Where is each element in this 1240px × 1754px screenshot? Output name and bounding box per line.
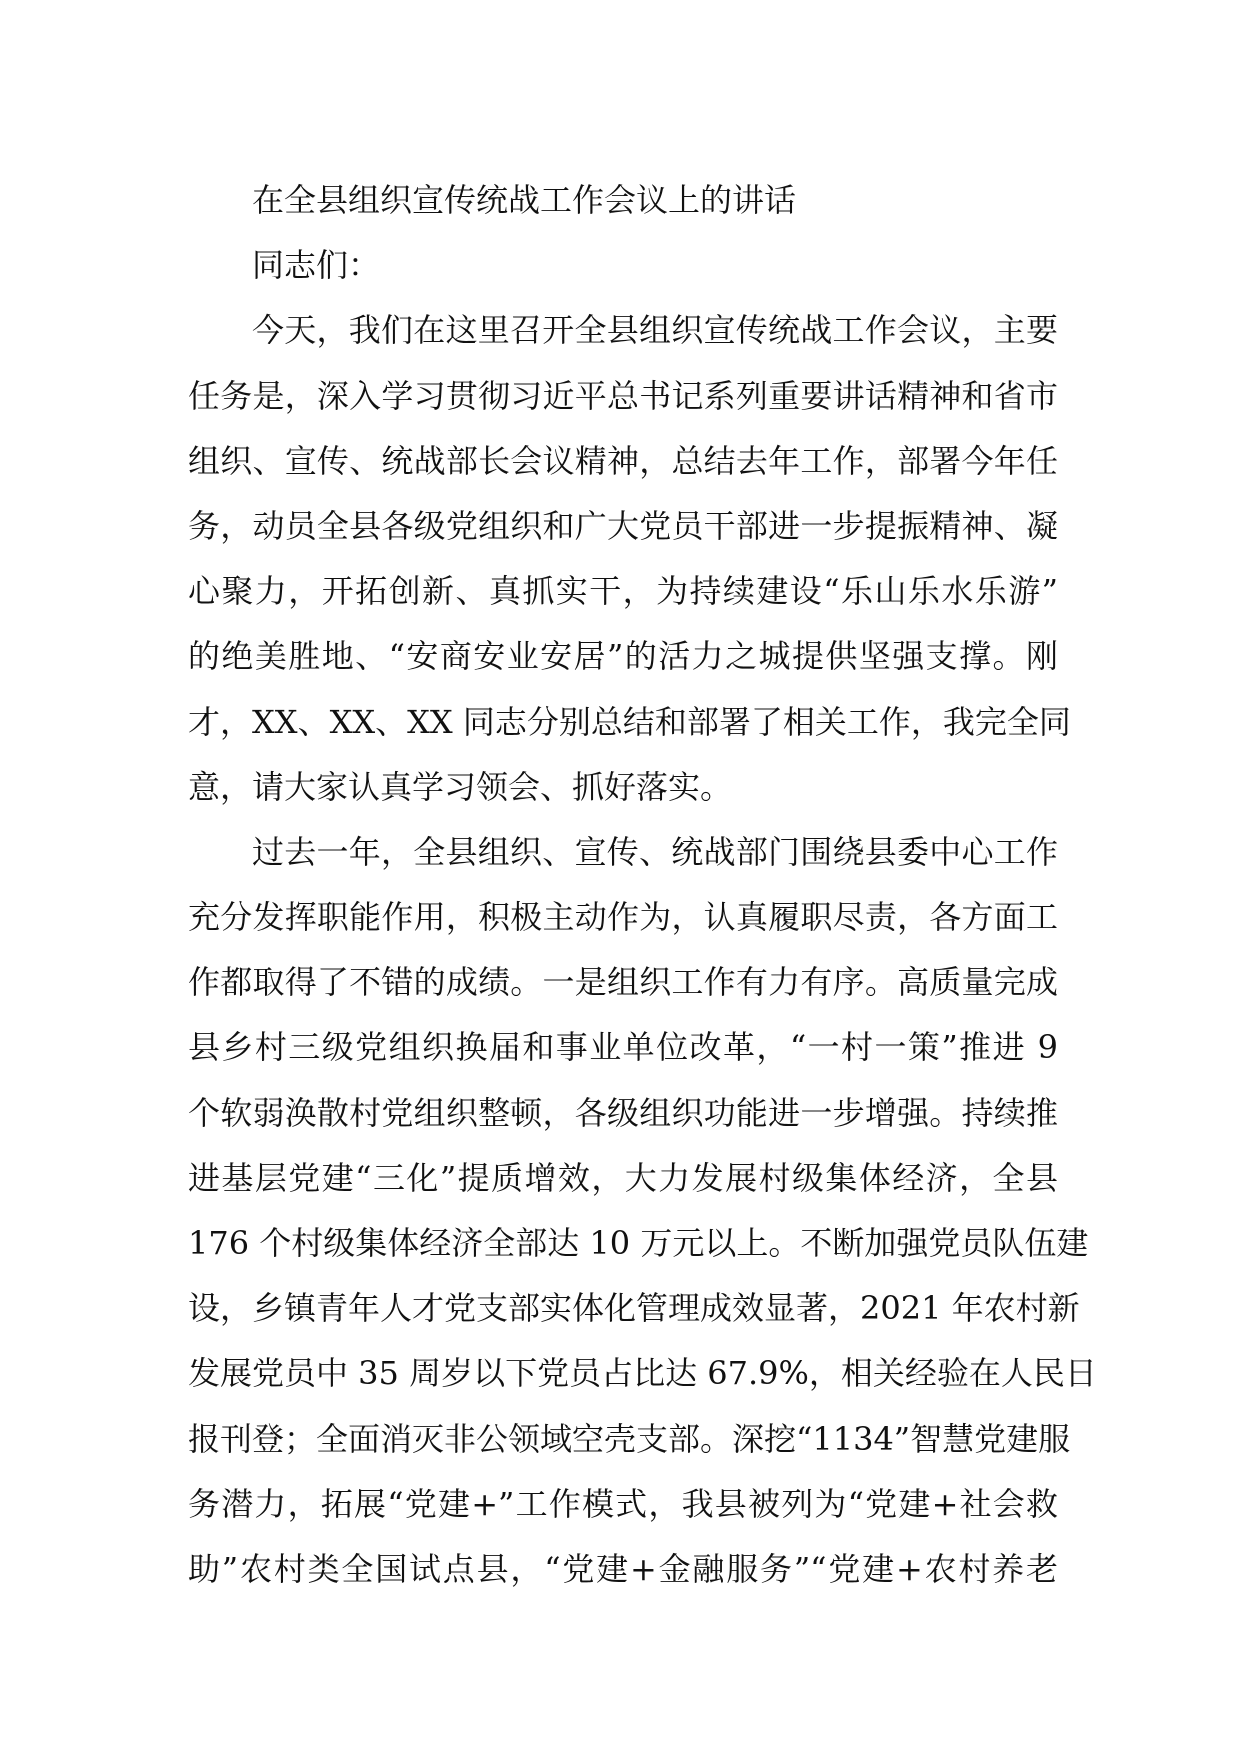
paragraph-line: 任务是，深入学习贯彻习近平总书记系列重要讲话精神和省市 bbox=[188, 376, 1058, 415]
paragraph-line: 才，XX、XX、XX 同志分别总结和部署了相关工作，我完全同 bbox=[188, 702, 1071, 741]
paragraph bbox=[188, 820, 1097, 1602]
paragraph-line: 发展党员中 35 周岁以下党员占比达 67.9%，相关经验在人民日 bbox=[188, 1354, 1097, 1393]
paragraph-line: 进基层党建“三化”提质增效，大力发展村级集体经济，全县 bbox=[188, 1158, 1058, 1197]
paragraph-line: 报刊登；全面消灭非公领域空壳支部。深挖“1134”智慧党建服 bbox=[188, 1419, 1071, 1458]
paragraph-line: 充分发挥职能作用，积极主动作为，认真履职尽责，各方面工 bbox=[188, 898, 1058, 937]
paragraph-line: 设，乡镇青年人才党支部实体化管理成效显著，2021 年农村新 bbox=[188, 1289, 1080, 1328]
paragraph-line: 助”农村类全国试点县，“党建+金融服务”“党建+农村养老 bbox=[188, 1549, 1058, 1588]
paragraph-line: 176 个村级集体经济全部达 10 万元以上。不断加强党员队伍建 bbox=[188, 1224, 1089, 1262]
paragraph-line: 组织、宣传、统战部长会议精神，总结去年工作，部署今年任 bbox=[188, 441, 1058, 480]
salutation: 同志们： bbox=[252, 246, 381, 285]
paragraph-line: 心聚力，开拓创新、真抓实干，为持续建设“乐山乐水乐游” bbox=[188, 572, 1058, 611]
document-title: 在全县组织宣传统战工作会议上的讲话 bbox=[252, 181, 797, 219]
paragraph-line: 个软弱涣散村党组织整顿，各级组织功能进一步增强。持续推 bbox=[188, 1093, 1058, 1132]
paragraph-line: 务，动员全县各级党组织和广大党员干部进一步提振精神、凝 bbox=[188, 506, 1058, 545]
paragraph-line: 今天，我们在这里召开全县组织宣传统战工作会议，主要 bbox=[252, 311, 1058, 350]
document-body bbox=[188, 168, 1097, 1602]
paragraph-line: 意，请大家认真学习领会、抓好落实。 bbox=[188, 767, 733, 806]
paragraph-line: 的绝美胜地、“安商安业安居”的活力之城提供坚强支撑。刚 bbox=[188, 637, 1058, 676]
paragraph-line: 县乡村三级党组织换届和事业单位改革，“一村一策”推进 9 bbox=[188, 1028, 1058, 1067]
paragraph bbox=[188, 298, 1071, 820]
paragraph-line: 务潜力，拓展“党建+”工作模式，我县被列为“党建+社会救 bbox=[188, 1484, 1058, 1523]
paragraph-line: 作都取得了不错的成绩。一是组织工作有力有序。高质量完成 bbox=[188, 963, 1058, 1002]
paragraph-line: 过去一年，全县组织、宣传、统战部门围绕县委中心工作 bbox=[252, 832, 1058, 871]
